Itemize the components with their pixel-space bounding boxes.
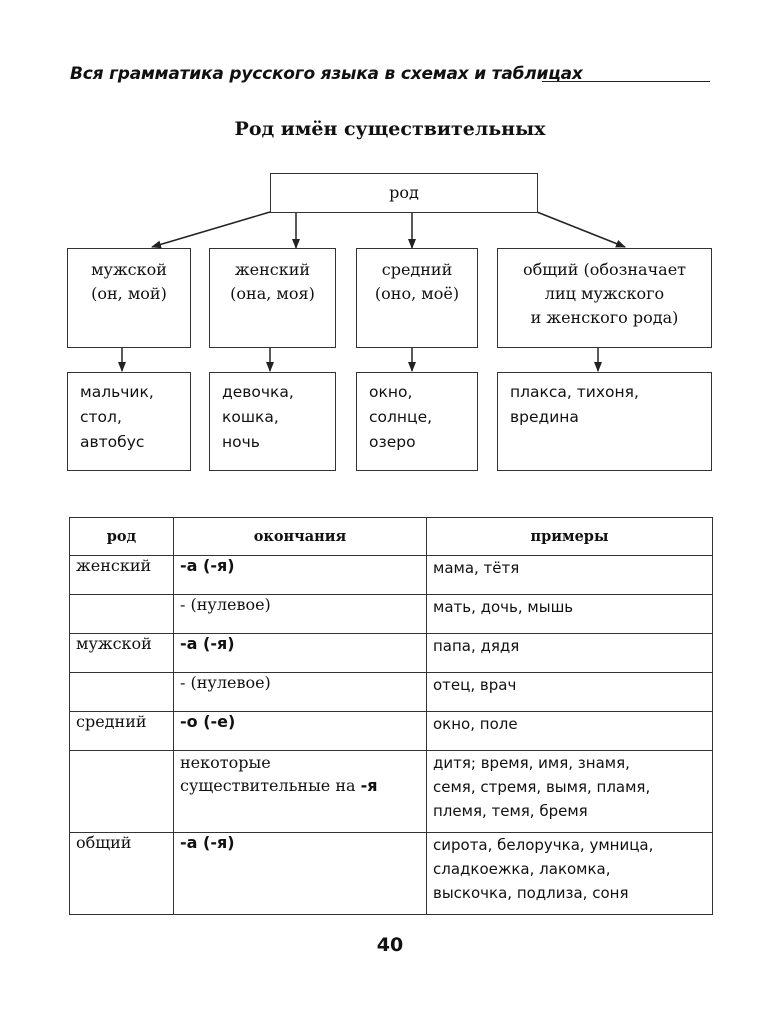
gender-description: лиц мужского bbox=[544, 284, 665, 303]
example-word: девочка, bbox=[222, 383, 294, 401]
ending-suffix: -я bbox=[360, 776, 378, 795]
running-header: Вся грамматика русского языка в схемах и таблицах bbox=[70, 64, 583, 84]
gender-endings-table bbox=[69, 517, 713, 915]
table-row bbox=[70, 673, 713, 712]
example-word: вредина bbox=[510, 408, 579, 426]
gender-label: мужской bbox=[91, 260, 167, 279]
examples-line: племя, темя, бремя bbox=[433, 802, 588, 820]
examples-cell bbox=[427, 556, 713, 595]
header-endings: окончания bbox=[174, 518, 427, 556]
gender-label: женский bbox=[234, 260, 311, 279]
gender-label: общий (обозначает bbox=[522, 260, 687, 279]
examples-cell bbox=[427, 673, 713, 712]
examples-line: окно, поле bbox=[433, 715, 518, 733]
ending-text: существительные на bbox=[180, 776, 356, 795]
rod-cell: средний bbox=[70, 712, 174, 751]
examples-box-neuter bbox=[356, 372, 478, 471]
table-row bbox=[70, 712, 713, 751]
examples-line: семя, стремя, вымя, пламя, bbox=[433, 778, 651, 796]
gender-pronouns: (он, мой) bbox=[91, 284, 167, 303]
ending-cell bbox=[174, 751, 427, 833]
gender-pronouns: (оно, моё) bbox=[374, 284, 460, 303]
header-rule bbox=[542, 81, 710, 82]
examples-cell bbox=[427, 751, 713, 833]
example-word: автобус bbox=[80, 433, 145, 451]
ending-text: - (нулевое) bbox=[180, 673, 271, 692]
ending-cell bbox=[174, 595, 427, 634]
example-word: озеро bbox=[369, 433, 416, 451]
rod-cell bbox=[70, 673, 174, 712]
ending-text: -а (-я) bbox=[180, 556, 235, 575]
ending-cell bbox=[174, 556, 427, 595]
ending-text: -а (-я) bbox=[180, 634, 235, 653]
examples-box-feminine bbox=[209, 372, 336, 471]
example-word: стол, bbox=[80, 408, 122, 426]
rod-cell: общий bbox=[70, 833, 174, 915]
ending-cell bbox=[174, 634, 427, 673]
examples-line: мама, тётя bbox=[433, 559, 520, 577]
example-word: плакса, тихоня, bbox=[510, 383, 639, 401]
examples-cell bbox=[427, 595, 713, 634]
header-rod: род bbox=[70, 518, 174, 556]
examples-line: выскочка, подлиза, соня bbox=[433, 884, 629, 902]
gender-box-neuter bbox=[356, 248, 478, 348]
rod-cell: женский bbox=[70, 556, 174, 595]
ending-text: некоторые bbox=[180, 753, 271, 772]
table-row bbox=[70, 751, 713, 833]
gender-box-common bbox=[497, 248, 712, 348]
example-word: окно, bbox=[369, 383, 413, 401]
examples-cell bbox=[427, 712, 713, 751]
ending-cell bbox=[174, 712, 427, 751]
gender-pronouns: (она, моя) bbox=[230, 284, 315, 303]
root-box bbox=[270, 173, 538, 213]
examples-line: папа, дядя bbox=[433, 637, 520, 655]
rod-cell bbox=[70, 751, 174, 833]
ending-text: - (нулевое) bbox=[180, 595, 271, 614]
examples-line: сирота, белоручка, умница, bbox=[433, 836, 654, 854]
table-row bbox=[70, 556, 713, 595]
gender-box-masculine bbox=[67, 248, 191, 348]
examples-line: сладкоежка, лакомка, bbox=[433, 860, 611, 878]
ending-cell bbox=[174, 673, 427, 712]
examples-line: отец, врач bbox=[433, 676, 517, 694]
example-word: ночь bbox=[222, 433, 260, 451]
rod-cell bbox=[70, 595, 174, 634]
examples-cell bbox=[427, 634, 713, 673]
examples-box-common bbox=[497, 372, 712, 471]
rod-cell: мужской bbox=[70, 634, 174, 673]
ending-text: -о (-е) bbox=[180, 712, 236, 731]
gender-description: и женского рода) bbox=[530, 308, 679, 327]
ending-cell bbox=[174, 833, 427, 915]
ending-text: -а (-я) bbox=[180, 833, 235, 852]
examples-line: мать, дочь, мышь bbox=[433, 598, 574, 616]
table-row bbox=[70, 634, 713, 673]
examples-line: дитя; время, имя, знамя, bbox=[433, 754, 630, 772]
arrow-root-to-common bbox=[537, 212, 625, 247]
arrow-root-to-masculine bbox=[152, 212, 270, 247]
page-title: Род имён существительных bbox=[234, 118, 546, 140]
examples-box-masculine bbox=[67, 372, 191, 471]
page-number: 40 bbox=[376, 934, 404, 956]
gender-box-feminine bbox=[209, 248, 336, 348]
table-row bbox=[70, 833, 713, 915]
header-examples: примеры bbox=[427, 518, 713, 556]
root-label: род bbox=[389, 183, 419, 202]
example-word: мальчик, bbox=[80, 383, 154, 401]
example-word: кошка, bbox=[222, 408, 279, 426]
examples-cell bbox=[427, 833, 713, 915]
example-word: солнце, bbox=[369, 408, 433, 426]
table-row bbox=[70, 595, 713, 634]
gender-label: средний bbox=[381, 260, 453, 279]
table-header-row bbox=[70, 518, 713, 556]
